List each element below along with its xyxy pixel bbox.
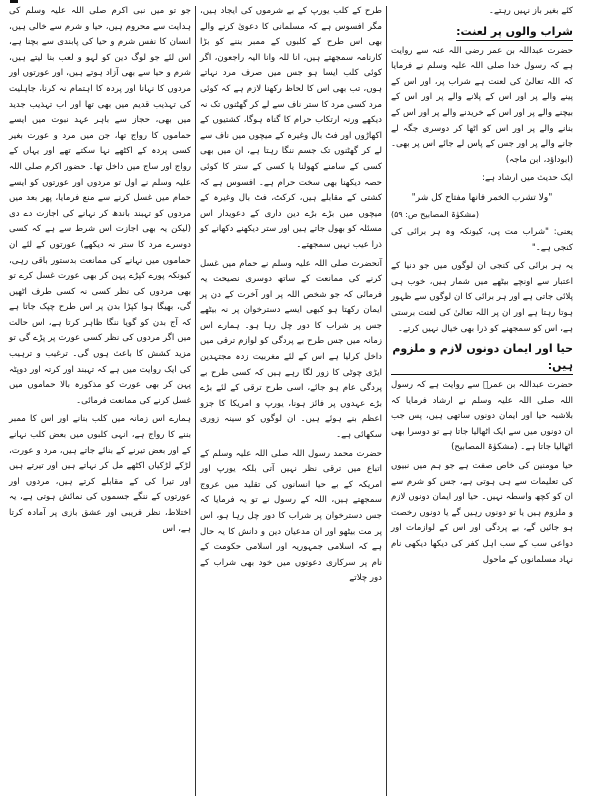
section-heading: [391, 340, 573, 375]
paragraph: حضرت عبداللہ بن عمرؓ سے روایت ہے کہ رسول اللہ صلی اللہ علیہ وسلم نے ارشاد فرمایا کہ بلاشبہ حیا اور ایمان دونوں ساتھی ہیں، پس جب ان دونوں میں سے ایک اٹھالیا جاتا ہے تو دوسرا بھی اٹھالیا جاتا ہے۔ (مشکوٰۃ المصابیح): [391, 380, 573, 453]
paragraph: حضرت عبداللہ بن عمر رضی اللہ عنہ سے روایت ہے کہ رسول خدا صلی اللہ علیہ وسلم نے فرمایا کہ اللہ تعالیٰ کی لعنت ہے شراب پر، اور اس کے پینے والے پر اور اس کے پلانے والے پر اور اس کے بیچنے والے پر اور اس کے خریدنے والے پر اور اس کے بنانے والے پر اور اس کو اٹھا کر دوسری جگہ لے جانے والے پر اور جس کے پاس لے جائے اس پر بھی۔ (ابوداؤد، ابن ماجہ): [391, 45, 573, 165]
paragraph: حضرت محمد رسول اللہ صلی اللہ علیہ وسلم کے اتباع میں ترقی نظر نہیں آتی بلکہ یورپ اور امریکہ کے بے حیا انسانوں کی تقلید میں عروج سمجھتے ہیں، اللہ کے رسول نے تو یہ فرمایا کہ جس دسترخوان پر شراب کا دور چل رہا ہو، اس پر مت بیٹھو اور ان مدعیان دین و دانش کا یہ حال ہے کہ اسلامی جمہوریہ اور اسلامی حکومت کے نام پر سرکاری دعوتوں میں خود بھی شراب کے دور چلاتے: [200, 448, 382, 584]
paragraph: ہمارے اس زمانہ میں کلب بنانے اور اس کا ممبر بننے کا رواج ہے، انہی کلبوں میں بعض کلب نہانے کے اور بعض تیرنے کے بنائے جاتے ہیں، مرد و عورت، لڑکے لڑکیاں اکٹھے مل کر نہاتے ہیں اور تیرتے ہیں اور تیرا کی کے مقابلے کرتے ہیں، مردوں اور عورتوں کے ننگے جسموں کی نمائش ہوتی ہے، یہ اختلاط، نظر فریبی اور عشق بازی پر آمادہ کرتا ہے، اس: [9, 414, 191, 534]
paragraph: یہ ہر برائی کی کنجی ان لوگوں میں جو دنیا کے اعتبار سے اونچے بیٹھے میں شمار ہیں، خوب ہی پلائی جاتی ہے اور ہر برائی کا ان لوگوں سے ظہور ہوتا رہتا ہے اور ان پر اللہ تعالیٰ کی لعنت برستی ہے، اس کو سمجھنے کو ذرا بھی خیال نہیں کرتے۔: [391, 261, 573, 334]
column-middle: [197, 4, 385, 798]
paragraph: کئے بغیر باز نہیں رہتے۔: [488, 6, 573, 16]
column-divider: [195, 6, 196, 796]
paragraph: حیا مومنین کی خاص صفت ہے جو ہم میں نبیوں کی تعلیمات سے ہی ہوتی ہے، جس کو شرم سے ان کو کچھ واسطہ نہیں۔ حیا اور ایمان دونوں لازم و ملزوم ہیں یا تو دونوں رہیں گے یا دونوں رخصت ہو جائیں گے، بے پردگی اور اس کے لوازمات اور دواعی سب کے سب اہل کفر کی دیکھا دیکھی نام نہاد مسلمانوں کے ماحول: [391, 461, 573, 565]
arabic-quote: "ولا تشرب الخمر فانها مفتاح كل شر": [411, 192, 553, 203]
column-divider: [386, 6, 387, 796]
paragraph: طرح کے کلب یورپ کے بے شرموں کی ایجاد ہیں، مگر افسوس ہے کہ مسلمانی کا دعویٰ کرنے والے بھی اس طرح کے کلبوں کے ممبر بننے کو بڑا کارنامہ سمجھتے ہیں، انا للہ وانا الیہ راجعون، اگر کوئی کلب ایسا ہو جس میں صرف مرد نہاتے ہوں، تب بھی اس کا لحاظ رکھنا لازم ہے کہ کوئی مرد کسی مرد کا ستر ناف سے لے کر گھٹنوں تک نہ دیکھے ورنہ ارتکاب حرام کا گناہ ہوگا، کشتیوں کے اکھاڑوں اور فٹ بال وغیرہ کے میچوں میں ناف سے لے کر گھٹنوں تک جسم ننگا رہتا ہے، ان میں بھی کسی کے سامنے کھولنا یا کسی کے ستر کا کوئی حصہ دیکھنا بھی سخت حرام ہے۔ افسوس ہے کہ کشتی کے مقابلے ہیں، کرکٹ، فٹ بال وغیرہ کے میچوں میں بڑے بڑے دین داری کے دعویدار اس مسئلہ کو بھول جاتے ہیں اور ستر دیکھنے دکھانے کو ذرا عیب نہیں سمجھتے۔: [200, 6, 382, 250]
paragraph: آنحضرت صلی اللہ علیہ وسلم نے حمام میں غسل کرنے کی ممانعت کے ساتھ دوسری نصیحت یہ فرمائی کہ جو شخص اللہ پر اور آخرت کے دن پر ایمان رکھتا ہو کبھی ایسے دسترخوان پر نہ بیٹھے جس پر شراب کا دور چل رہا ہو۔ ہمارے اس زمانہ میں جس طرح بے پردگی کو لوازم ترقی میں داخل کرلیا ہے اس کے لئے مغربیت زدہ مجتہدین ایڑی چوٹی کا زور لگا رہے ہیں کہ کسی طرح بے پردگی عام ہو جائے، اسی طرح ترقی کے لئے بڑے بڑے عہدوں پر فائز ہونا، یورپ و امریکا کا جزو اعظم بنے ہوئے ہیں۔ ان لوگوں کو سینہ زوری سکھائی ہے۔: [200, 258, 382, 441]
paragraph: یعنی: "شراب مت پی، کیونکہ وہ ہر برائی کی کنجی ہے۔": [391, 226, 573, 253]
top-rule-mark: [10, 0, 18, 3]
section-heading-text: حیا اور ایمان دونوں لازم و ملزوم ہیں:: [391, 340, 573, 375]
paragraph: ایک حدیث میں ارشاد ہے:: [482, 173, 573, 184]
citation: (مشکوٰۃ المصابیح ص: ۵۹): [391, 209, 479, 219]
column-right: [6, 4, 194, 798]
column-left: [388, 4, 576, 798]
section-heading: [391, 23, 573, 41]
section-heading-text: شراب والوں پر لعنت:: [456, 23, 573, 41]
paragraph: جو تو میں نبی اکرم صلی اللہ علیہ وسلم کی ہدایت سے محروم ہیں، حیا و شرم سے خالی ہیں، انسان کا نفس شرم و حیا کی پابندی سے بچنا ہے، اس لئے جو لوگ دین کو لہو و لعب بنا لیتے ہیں، شرم و حیا سے بھی آزاد ہوتے ہیں، اور عورتوں اور مردوں کا نہانا اور پردہ کا اہتمام نہ کرنا، جاہلیت کی تہذیب قدیم میں بھی تھا اور اب تہذیب جدید میں بھی، حجاز سے باہر عہد نبوت میں ایسے حماموں کا رواج تھا، جن میں مرد و عورت بغیر کسی پردہ کے اکٹھے نہا سکتے تھے اور یہاں کے رواج اور ساج میں داخل تھا۔ حضور اکرم صلی اللہ علیہ وسلم نے اول تو مردوں اور عورتوں کو ایسے حمام میں غسل کرنے سے منع فرمایا، پھر بعد میں مردوں کو تہبند باندھ کر نہانے کی اجازت دے دی (لیکن یہ بھی اجازت اس شرط سے ہے کہ کسی دوسرے مرد کا ستر نہ دیکھے) عورتوں کے لئے ان حماموں میں نہانے کی ممانعت بدستور باقی رہی، کیونکہ پورے کپڑے پہن کر بھی عورت غسل کرے تو بھی مردوں کی نظر کسی نہ کسی طرف اٹھیں گی، بھیگا ہوا کپڑا بدن پر اس طرح چپک جاتا ہے کہ آج بدن کو گویا ننگا ظاہر کرتا ہے، اس حالت میں اگر مردوں کی نظر کسی عورت پر پڑے گی تو مزید کشش کا باعث ہوں گی۔ ترغیب و ترہیب کی ایک روایت میں ہے کہ تہبند اور کرتہ اور دوپٹہ پہن کر بھی عورت کو مذکورہ بالا حماموں میں غسل کرنے کی ممانعت فرمائی۔: [9, 6, 191, 406]
